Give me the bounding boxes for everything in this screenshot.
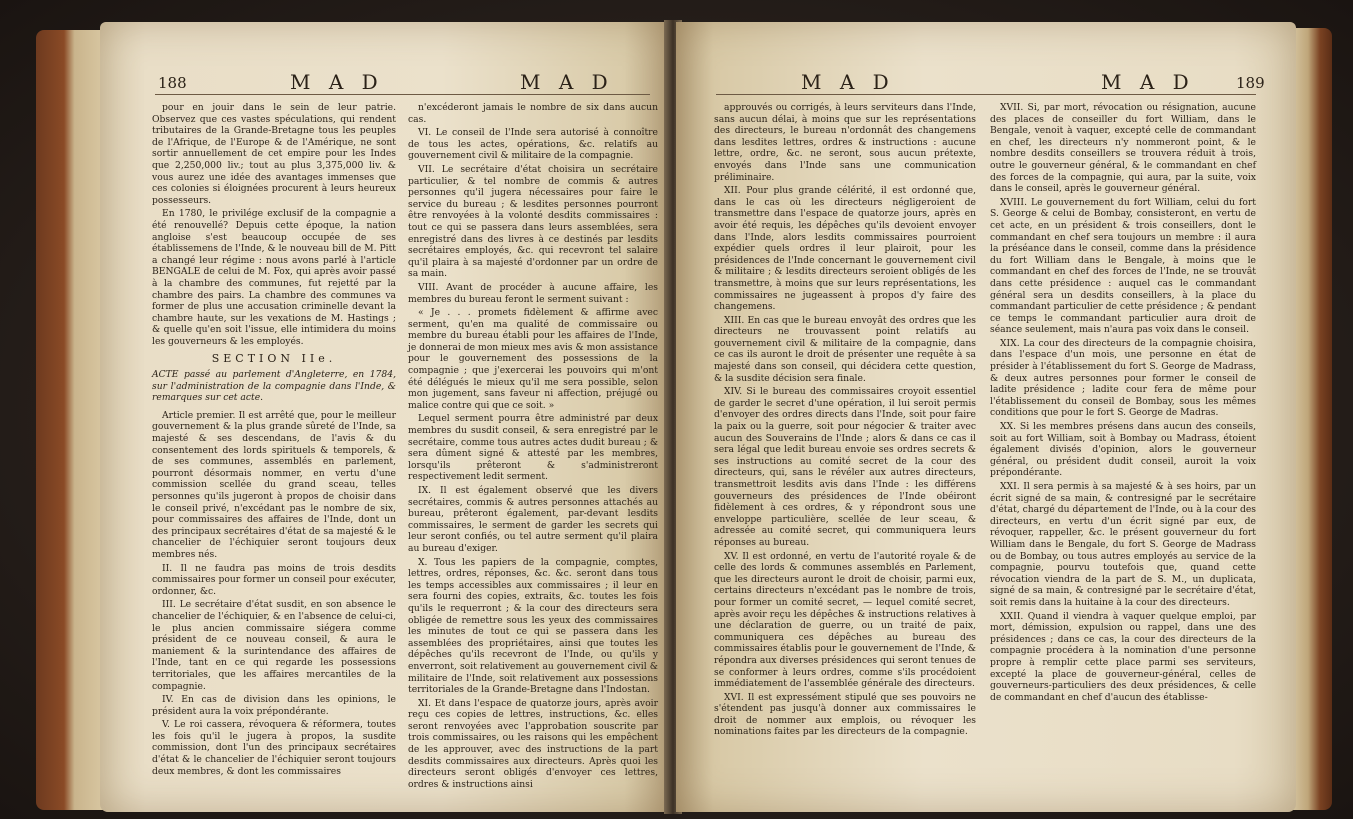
paragraph: VIII. Avant de procéder à aucune affaire, les membres du bureau feront le serment suivant : — [408, 281, 658, 305]
paragraph: VI. Le conseil de l'Inde sera autorisé à connoître de tous les actes, opérations, &c. relatifs au gouvernement civil & militaire de la compagnie. — [408, 127, 658, 162]
column-2 — [990, 102, 1256, 705]
column-1 — [152, 102, 396, 779]
paragraph: XV. Il est ordonné, en vertu de l'autorité royale & de celle des lords & communes assemblés en Parlement, que les directeurs auront le droit de choisir, parmi eux, certains directeurs n'excédant pas le nombre de trois, pour former un comité secret, — lequel comité secret, après avoir reçu les dépêches & instructions relatives à une déclaration de guerre, ou un traité de paix, communiquera ces dépêches au bureau des commissaires établis pour le gouvernement de l'Inde, & répondra aux diverses présidences qui seront tenues de se conformer à leurs ordres, comme s'ils procédoient immédiatement de l'assemblée générale des directeurs. — [714, 550, 976, 690]
left-page-edges — [36, 30, 106, 810]
right-page-edges — [1292, 28, 1332, 810]
paragraph: XXII. Quand il viendra à vaquer quelque emploi, par mort, démission, expulsion ou rappel, dans une des présidences ; dans ce cas, la cour des directeurs de la compagnie procédera à la nomination d'une personne propre à remplir cette place parmi ses serviteurs, excepté la place de gouverneur-général, celles de gouverneurs-particuliers des deux présidences, & celle de commandant en chef d'aucun des établisse- — [990, 610, 1256, 703]
paragraph: « Je . . . promets fidèlement & affirme avec serment, qu'en ma qualité de commissaire ou membre du bureau établi pour les affaires de l'Inde, je donnerai de mon mieux mes avis & mon assistance pour le gouvernement des possessions de la compagnie ; que j'exercerai les pouvoirs qui m'ont été délégués le mieux qu'il me sera possible, selon mon jugement, sans faveur ni affection, préjugé ou malice contre qui que ce soit. » — [408, 307, 658, 411]
paragraph: Article premier. Il est arrêté que, pour le meilleur gouvernement & la plus grande sûreté de l'Inde, sa majesté & ses descendans, de l'avis & du consentement des lords spirituels & temporels, & de ses communes, assemblés en parlement, pourront désormais nommer, en vertu d'une commission scellée du grand sceau, telles personnes qu'ils jugeront à propos de choisir dans le conseil privé, n'excédant pas le nombre de six, pour commissaires des affaires de l'Inde, dont un des principaux secrétaires d'état de sa majesté & le chancelier de l'échiquier seront toujours deux membres nés. — [152, 409, 396, 560]
running-head: M A D — [290, 70, 384, 94]
paragraph: IV. En cas de division dans les opinions, le président aura la voix prépondérante. — [152, 694, 396, 717]
column-2 — [408, 102, 658, 792]
paragraph: XVIII. Le gouvernement du fort William, celui du fort S. George & celui de Bombay, consisteront, en vertu de cet acte, en un président & trois conseillers, dont le commandant en chef sera toujours un membre : il aura la préséance dans le conseil, comme dans la présidence du fort William dans le Bengale, à moins que le commandant en chef des forces de l'Inde, ne se trouvât dans cette présidence : auquel cas le commandant général sera un desdits conseillers, à la place du commandant particulier de cette présidence ; & pendant ce temps le commandant particulier aura droit de séance seulement, mais n'aura pas voix dans le conseil. — [990, 196, 1256, 336]
paragraph: XI. Et dans l'espace de quatorze jours, après avoir reçu ces copies de lettres, instructions, &c. elles seront renvoyées avec l'approbation souscrite par trois commissaires, ou les raisons qui les empêchent de les approuver, avec des instructions de la part desdits commissaires aux directeurs. Après quoi les directeurs seront obligés d'envoyer ces lettres, ordres & instructions ainsi — [408, 697, 658, 790]
header-rule — [716, 94, 1256, 95]
paragraph: XIII. En cas que le bureau envoyât des ordres que les directeurs ne trouvassent point relatifs au gouvernement civil & militaire de la compagnie, dans ce cas ils auront le droit de présenter une requête à sa majesté dans son conseil, qui décidera cette question, & la susdite décision sera finale. — [714, 314, 976, 384]
column-1 — [714, 102, 976, 740]
section-title: SECTION IIe. — [211, 352, 337, 366]
paragraph: XVI. Il est expressément stipulé que ses pouvoirs ne s'étendent pas jusqu'à donner aux commissaires le droit de nommer aux emplois, ou révoquer les nominations faites par les directeurs de la compagnie. — [714, 691, 976, 738]
paragraph: approuvés ou corrigés, à leurs serviteurs dans l'Inde, sans aucun délai, à moins que sur les représentations des directeurs, le bureau n'ordonnât des changemens dans lesdites lettres, ordres & instructions : aucune lettre, ordre, &c. ne seront, sous aucun prétexte, envoyés dans l'Inde sans une communication préliminaire. — [714, 102, 976, 183]
left-page — [100, 22, 670, 812]
page-number: 189 — [1236, 74, 1265, 92]
paragraph: En 1780, le privilége exclusif de la compagnie a été renouvellé? Depuis cette époque, la nation angloise s'est beaucoup occupée de ses établissemens de l'Inde, & le nouveau bill de M. Pitt a changé leur régime : nous avons parlé à l'article BENGALE de celui de M. Fox, qui après avoir passé à la chambre des communes, fut rejetté par la chambre des pairs. La chambre des communes va former de plus une accusation criminelle devant la chambre haute, sur les vexations de M. Hastings ; & quelle qu'en soit l'issue, elle intimidera du moins les gouverneurs & les employés. — [152, 208, 396, 347]
paragraph: II. Il ne faudra pas moins de trois desdits commissaires pour former un conseil pour exécuter, ordonner, &c. — [152, 562, 396, 597]
paragraph: XXI. Il sera permis à sa majesté & à ses hoirs, par un écrit signé de sa main, & contresigné par le secrétaire d'état, chargé du département de l'Inde, ou à la cour des directeurs, en vertu d'un écrit signé par eux, de révoquer, rappeller, &c. le présent gouverneur du fort William dans le Bengale, du fort S. George de Madrass ou de Bombay, ou tous autres employés au service de la compagnie, pourvu toutefois que, quand cette révocation viendra de la part de S. M., un duplicata, signé de sa main, & contresigné par le secrétaire d'état, soit remis dans la huitaine à la cour des directeurs. — [990, 481, 1256, 608]
paragraph: V. Le roi cassera, révoquera & réformera, toutes les fois qu'il le jugera à propos, la susdite commission, dont l'un des principaux secrétaires d'état & le chancelier de l'échiquier seront toujours deux membres, & dont les commissaires — [152, 719, 396, 777]
right-page — [676, 22, 1296, 812]
paragraph: n'excéderont jamais le nombre de six dans aucun cas. — [408, 102, 658, 125]
header-rule — [155, 94, 650, 95]
running-head: M A D — [520, 70, 614, 94]
act-title: ACTE passé au parlement d'Angleterre, en 1784, sur l'administration de la compagnie dans l'Inde, & remarques sur cet acte. — [152, 369, 396, 404]
paragraph: XII. Pour plus grande célérité, il est ordonné que, dans le cas où les directeurs négligeroient de transmettre dans l'espace de quatorze jours, après en avoir été requis, les dépêches qu'ils devoient envoyer dans l'Inde, alors lesdits commissaires pourroient expédier quels ordres il leur plairoit, pour les présidences de l'Inde concernant le gouvernement civil & militaire ; & lesdits directeurs seroient obligés de les transmettre, à moins que sur leurs représentations, les commissaires ne jugeassent à propos d'y faire des changemens. — [714, 185, 976, 313]
paragraph: VII. Le secrétaire d'état choisira un secrétaire particulier, & tel nombre de commis & autres personnes qu'il jugera nécessaires pour faire le service du bureau ; & lesdites personnes pourront être renvoyées à la volonté desdits commissaires : tout ce qui se passera dans leurs assemblées, sera enregistré dans des livres à ce destinés par lesdits secrétaires employés, &c. qui recevront tel salaire qu'il plaira à sa majesté d'ordonner par un ordre de sa main. — [408, 163, 658, 280]
paragraph: XVII. Si, par mort, révocation ou résignation, aucune des places de conseiller du fort William, dans le Bengale, venoit à vaquer, excepté celle de commandant en chef, les directeurs n'y nommeront point, & le nombre desdits conseillers se trouvera réduit à trois, outre le gouverneur général, & le commandant en chef des forces de la compagnie, qui aura, par la suite, voix dans le conseil, après le gouverneur général. — [990, 102, 1256, 195]
paragraph: IX. Il est également observé que les divers secrétaires, commis & autres personnes attachés au bureau, prêteront également, par-devant lesdits commissaires, le serment de garder les secrets qui leur seront confiés, ou tel autre serment qu'il plaira au bureau d'exiger. — [408, 485, 658, 554]
page-number: 188 — [158, 74, 187, 92]
running-head: M A D — [1101, 70, 1195, 94]
paragraph: pour en jouir dans le sein de leur patrie. Observez que ces vastes spéculations, qui rendent tributaires de la Grande-Bretagne tous les peuples de l'Afrique, de l'Europe & de l'Amérique, ne sont sortir annuellement de cet empire pour les Indes que 2,250,000 liv.; tout au plus 3,375,000 liv. & vous aurez une idée des avantages immenses que ces colonies si éloignées procurent à leurs heureux possesseurs. — [152, 102, 396, 206]
paragraph: Lequel serment pourra être administré par deux membres du susdit conseil, & sera enregistré par le secrétaire, comme tous autres actes dudit bureau ; & sera dûment signé & attesté par les membres, lorsqu'ils prêteront & s'administreront respectivement ledit serment. — [408, 413, 658, 483]
paragraph: XIX. La cour des directeurs de la compagnie choisira, dans l'espace d'un mois, une personne en état de présider à l'établissement du fort S. George de Madrass, & deux autres personnes pour former le conseil de ladite présidence ; ladite cour fera de même pour l'établissement du conseil de Bombay, sous les mêmes conditions que pour le fort S. George de Madras. — [990, 337, 1256, 419]
running-head: M A D — [801, 70, 895, 94]
paragraph: X. Tous les papiers de la compagnie, comptes, lettres, ordres, réponses, &c. &c. seront dans tous les temps accessibles aux commissaires ; il leur en sera fourni des copies, extraits, &c. toutes les fois qu'ils le requerront ; & la cour des directeurs sera obligée de remettre sous les yeux des commissaires les minutes de tout ce qui se passera dans les assemblées des propriétaires, ainsi que toutes les dépêches qu'ils recevront de l'Inde, ou qu'ils y enverront, soit relativement au gouvernement civil & militaire de l'Inde, soit relativement aux possessions territoriales de la Grande-Bretagne dans l'Indostan. — [408, 556, 658, 696]
paragraph: III. Le secrétaire d'état susdit, en son absence le chancelier de l'échiquier, & en l'absence de celui-ci, le plus ancien commissaire siégera comme président de ce nouveau conseil, & aura le maniement & la surintendance des affaires de l'Inde, tant en ce qui regarde les possessions territoriales, que les affaires mercantiles de la compagnie. — [152, 599, 396, 692]
paragraph: XX. Si les membres présens dans aucun des conseils, soit au fort William, soit à Bombay ou Madrass, étoient également divisés d'opinion, alors le gouverneur général, ou président dudit conseil, auroit la voix prépondérante. — [990, 421, 1256, 479]
paragraph: XIV. Si le bureau des commissaires croyoit essentiel de garder le secret d'une opération, il lui seroit permis d'envoyer des ordres directs dans l'Inde, soit pour faire la paix ou la guerre, soit pour négocier & traiter avec aucun des Souverains de l'Inde ; alors & dans ce cas il sera légal que ledit bureau envoie ses ordres secrets & ses instructions au comité secret de la cour des directeurs, qui, sans le révéler aux autres directeurs, transmettroit lesdits avis dans l'Inde : les différens gouverneurs des présidences de l'Inde obéiront fidèlement à ces ordres, & y répondront sous une enveloppe particulière, scellée de leur sceau, & adressée au comité secret, qui communiquera leurs réponses au bureau. — [714, 386, 976, 548]
